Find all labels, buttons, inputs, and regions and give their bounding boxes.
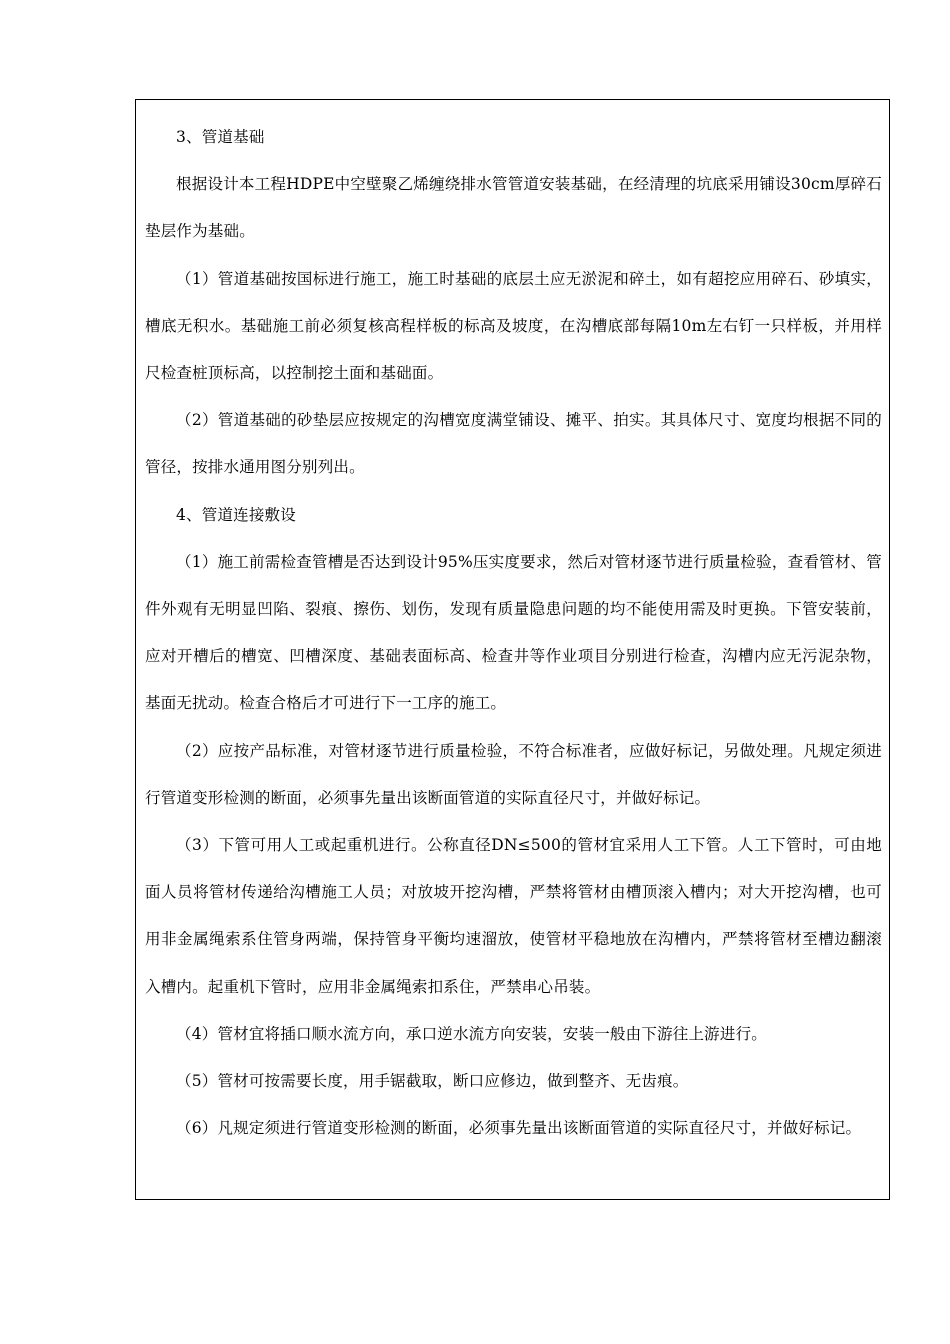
section-heading-pipe-foundation: 3、管道基础 [176,128,265,146]
paragraph-foundation-design: 根据设计本工程HDPE中空壁聚乙烯缠绕排水管管道安装基础，在经清理的坑底采用铺设30cm厚碎石垫层作为基础。 [145,175,882,241]
paragraph-connection-item-4: （4）管材宜将插口顺水流方向，承口逆水流方向安装，安装一般由下游往上游进行。 [176,1024,767,1043]
paragraph-connection-item-6: （6）凡规定须进行管道变形检测的断面，必须事先量出该断面管道的实际直径尺寸，并做好标记。 [176,1119,862,1138]
paragraph-connection-item-3: （3）下管可用人工或起重机进行。公称直径DN≤500的管材宜采用人工下管。人工下管时，可由地面人员将管材传递给沟槽施工人员；对放坡开挖沟槽，严禁将管材由槽顶滚入槽内；对大开挖沟槽，也可用非金属绳索系住管身两端，保持管身平衡均速溜放，使管材平稳地放在沟槽内，严禁将管材至槽边翻滚入槽内。起重机下管时，应用非金属绳索扣系住，严禁串心吊装。 [145,836,882,996]
paragraph-foundation-item-1: （1）管道基础按国标进行施工，施工时基础的底层土应无淤泥和碎土，如有超挖应用碎石、砂填实，槽底无积水。基础施工前必须复核高程样板的标高及坡度，在沟槽底部每隔10m左右钉一只样板，并用样尺检查桩顶标高，以控制挖土面和基础面。 [145,269,882,383]
document-body [145,114,882,1152]
paragraph-connection-item-1: （1）施工前需检查管槽是否达到设计95%压实度要求，然后对管材逐节进行质量检验，查看管材、管件外观有无明显凹陷、裂痕、擦伤、划伤，发现有质量隐患问题的均不能使用需及时更换。下管安装前，应对开槽后的槽宽、凹槽深度、基础表面标高、检查井等作业项目分别进行检查，沟槽内应无污泥杂物，基面无扰动。检查合格后才可进行下一工序的施工。 [145,552,882,713]
paragraph-connection-item-5: （5）管材可按需要长度，用手锯截取，断口应修边，做到整齐、无齿痕。 [176,1072,689,1091]
section-heading-pipe-connection: 4、管道连接敷设 [176,505,296,524]
document-frame [135,99,890,1200]
paragraph-foundation-item-2: （2）管道基础的砂垫层应按规定的沟槽宽度满堂铺设、摊平、拍实。其具体尺寸、宽度均根据不同的管径，按排水通用图分别列出。 [145,411,882,477]
paragraph-connection-item-2: （2）应按产品标准，对管材逐节进行质量检验，不符合标准者，应做好标记，另做处理。凡规定须进行管道变形检测的断面，必须事先量出该断面管道的实际直径尺寸，并做好标记。 [145,741,882,807]
